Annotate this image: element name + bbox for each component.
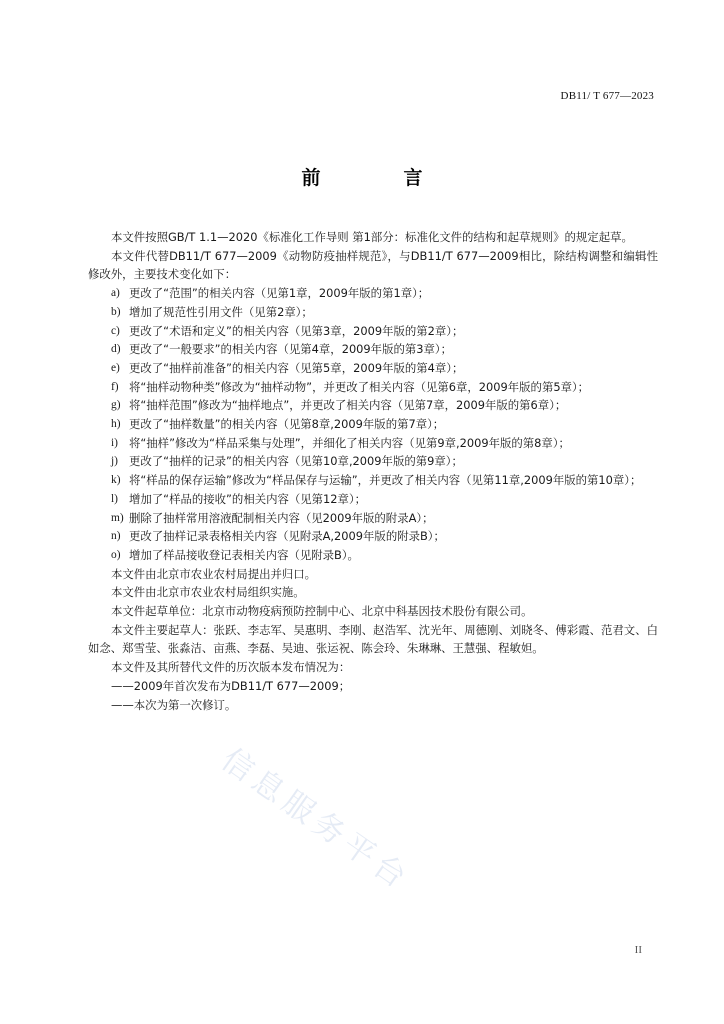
implementer-paragraph: 本文件由北京市农业农村局组织实施。 — [111, 585, 305, 600]
list-item-text: 将“样品的保存运输”修改为“样品保存与运输”，并更改了相关内容（见第11章,2009年版的第10章）； — [129, 473, 642, 488]
proposer-paragraph: 本文件由北京市农业农村局提出并归口。 — [111, 566, 317, 581]
list-marker: e) — [111, 361, 120, 374]
list-item-text: 将“抽样动物种类”修改为“抽样动物”，并更改了相关内容（见第6章，2009年版的第5章）； — [129, 379, 590, 394]
list-marker: k) — [111, 474, 121, 487]
list-marker: g) — [111, 399, 121, 412]
version-history-item: ——2009年首次发布为DB11/T 677—2009； — [111, 678, 351, 693]
list-item — [88, 434, 658, 453]
list-item-text: 增加了“样品的接收”的相关内容（见第12章）； — [129, 491, 367, 506]
intro-paragraph: 本文件按照GB/T 1.1—2020《标准化工作导则 第1部分：标准化文件的结构和起草规则》的规定起草。 — [111, 230, 633, 244]
list-item — [88, 452, 658, 471]
list-item — [88, 284, 658, 303]
list-item — [88, 509, 658, 528]
list-item-text: 删除了抽样常用溶液配制相关内容（见2009年版的附录A）； — [129, 510, 434, 525]
list-item-text: 增加了样品接收登记表相关内容（见附录B）。 — [129, 547, 359, 562]
list-item-text: 将“抽样范围”修改为“抽样地点”，并更改了相关内容（见第7章，2009年版的第6章）； — [129, 398, 567, 413]
list-item — [88, 378, 658, 397]
list-item — [88, 340, 658, 359]
list-item-text: 更改了“抽样的记录”的相关内容（见第10章,2009年版的第9章）； — [129, 454, 463, 469]
list-item-text: 将“抽样”修改为“样品采集与处理”，并细化了相关内容（见第9章,2009年版的第8章）； — [129, 435, 570, 450]
list-item — [88, 303, 658, 322]
list-marker: o) — [111, 548, 121, 561]
list-item-text: 更改了“抽样数量”的相关内容（见第8章,2009年版的第7章）； — [129, 417, 445, 432]
page-title: 前 言 — [301, 167, 455, 189]
list-marker: h) — [111, 418, 121, 431]
list-item — [88, 471, 658, 490]
list-marker: c) — [111, 324, 120, 337]
preface-body — [88, 228, 658, 714]
changes-list — [88, 284, 658, 565]
list-item — [88, 527, 658, 546]
list-marker: n) — [111, 530, 121, 543]
list-marker: d) — [111, 343, 121, 356]
list-item-text: 更改了“一般要求”的相关内容（见第4章，2009年版的第3章）； — [129, 342, 452, 357]
list-item — [88, 322, 658, 341]
list-item-text: 更改了“抽样前准备”的相关内容（见第5章，2009年版的第4章）； — [129, 360, 464, 375]
intro-paragraph: 本文件代替DB11/T 677—2009《动物防疫抽样规范》，与DB11/T 677—2009相比，除结构调整和编辑性修改外，主要技术变化如下： — [88, 248, 658, 282]
document-code: DB11/ T 677—2023 — [560, 90, 654, 102]
list-item — [88, 415, 658, 434]
version-history-heading: 本文件及其所替代文件的历次版本发布情况为： — [111, 660, 351, 675]
list-item — [88, 490, 658, 509]
list-marker: a) — [111, 287, 120, 300]
list-item — [88, 396, 658, 415]
drafters-paragraph: 本文件主要起草人：张跃、李志军、吴惠明、李刚、赵浩军、沈光年、周德刚、刘晓冬、傅彩霞、范君文、白如念、郑雪莹、张淼洁、亩燕、李磊、吴迪、张运祝、陈会玲、朱琳琳、王慧强、程敏妲。 — [88, 622, 658, 656]
list-item-text: 更改了“术语和定义”的相关内容（见第3章，2009年版的第2章）； — [129, 323, 464, 338]
list-marker: f) — [111, 380, 119, 393]
list-marker: i) — [111, 436, 118, 449]
list-item-text: 更改了抽样记录表格相关内容（见附录A,2009年版的附录B）； — [129, 529, 445, 544]
watermark: 信息服务平台 — [214, 741, 418, 899]
list-item — [88, 359, 658, 378]
list-marker: l) — [111, 492, 118, 505]
list-marker: b) — [111, 305, 121, 318]
list-marker: j) — [111, 455, 118, 468]
drafting-units-paragraph: 本文件起草单位：北京市动物疫病预防控制中心、北京中科基因技术股份有限公司。 — [111, 604, 533, 619]
list-item — [88, 546, 658, 565]
page-number: II — [634, 944, 642, 956]
list-marker: m) — [111, 511, 124, 524]
list-item-text: 更改了“范围”的相关内容（见第1章，2009年版的第1章）； — [129, 286, 430, 301]
version-history-item: ——本次为第一次修订。 — [111, 697, 237, 712]
list-item-text: 增加了规范性引用文件（见第2章）； — [129, 304, 313, 319]
